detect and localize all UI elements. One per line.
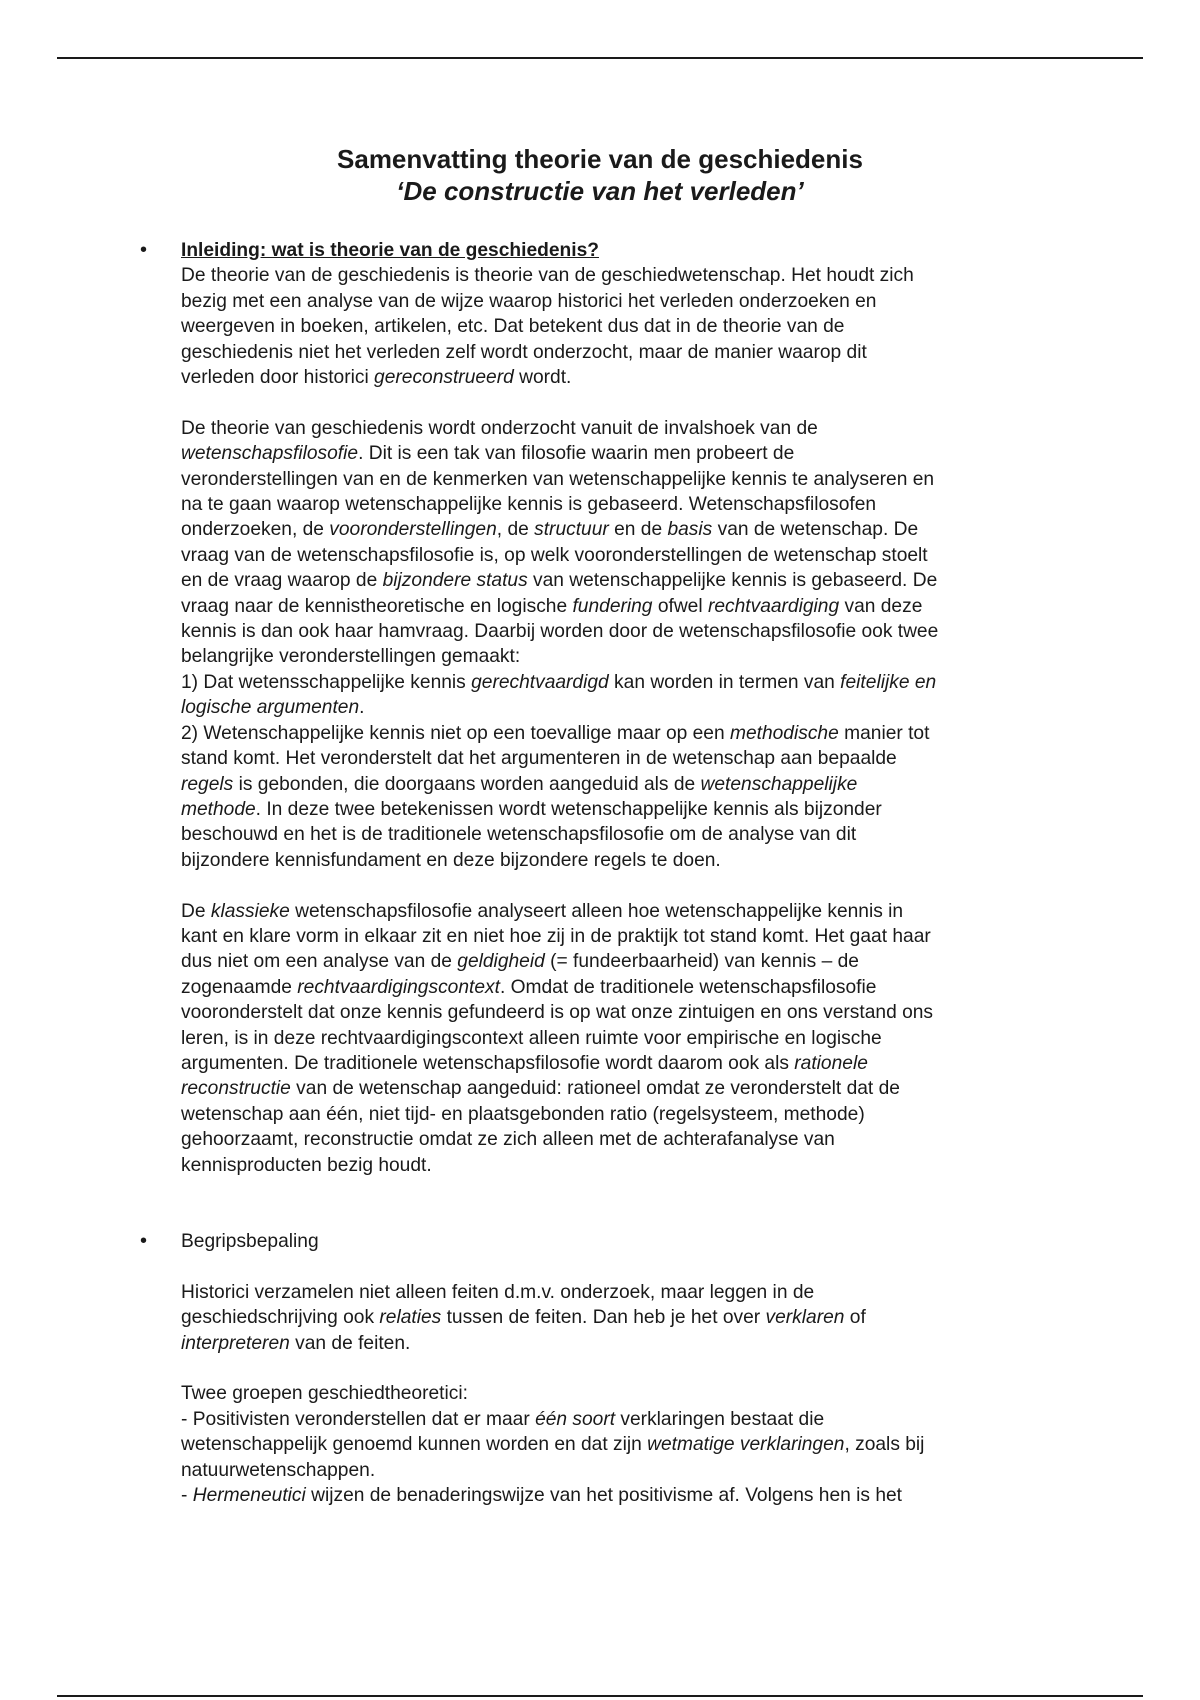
text-line: reconstructie van de wetenschap aangeduid: rationeel omdat ze veronderstelt dat de [181,1078,900,1100]
section-heading-inleiding: Inleiding: wat is theorie van de geschiedenis? [181,240,599,261]
text-line: verleden door historici gereconstrueerd wordt. [181,367,572,389]
section-inleiding [181,238,1081,1203]
paragraph [181,1381,1081,1508]
text-line: Twee groepen geschiedtheoretici: [181,1383,468,1405]
text-line: De theorie van de geschiedenis is theorie van de geschiedwetenschap. Het houdt zich [181,265,914,287]
text-line: dus niet om een analyse van de geldigheid (= fundeerbaarheid) van kennis – de [181,951,859,973]
text-line: weergeven in boeken, artikelen, etc. Dat betekent dus dat in de theorie van de [181,316,845,338]
paragraph [181,899,1081,1178]
text-line: leren, is in deze rechtvaardigingscontext alleen ruimte voor empirische en logische [181,1027,882,1049]
text-line: - Hermeneutici wijzen de benaderingswijze van het positivisme af. Volgens hen is het [181,1485,903,1507]
text-line: onderzoeken, de vooronderstellingen, de structuur en de basis van de wetenschap. De [181,519,919,541]
text-line: interpreteren van de feiten. [181,1332,411,1354]
section-heading-begripsbepaling: Begripsbepaling [181,1231,319,1252]
text-line: kennisproducten bezig houdt. [181,1154,432,1176]
text-line: 2) Wetenschappelijke kennis niet op een toevallige maar op een methodische manier tot [181,722,930,744]
text-line: veronderstellingen van en de kenmerken van wetenschappelijke kennis te analyseren en [181,468,935,490]
text-line: wetenschappelijk genoemd kunnen worden en dat zijn wetmatige verklaringen, zoals bij [181,1434,925,1456]
text-line: De theorie van geschiedenis wordt onderzocht vanuit de invalshoek van de [181,417,818,439]
text-line: kennis is dan ook haar hamvraag. Daarbij worden door de wetenschapsfilosofie ook twee [181,621,939,643]
paragraph [181,1280,1081,1356]
text-line: 1) Dat wetensschappelijke kennis gerechtvaardigd kan worden in termen van feitelijke en [181,671,937,693]
text-line: bijzondere kennisfundament en deze bijzondere regels te doen. [181,849,721,871]
paragraph [181,263,1081,390]
text-line: en de vraag waarop de bijzondere status van wetenschappelijke kennis is gebaseerd. De [181,570,938,592]
paragraph [181,1229,1081,1254]
text-line: vraag van de wetenschapsfilosofie is, op welk vooronderstellingen de wetenschap stoelt [181,544,928,566]
text-line: methode. In deze twee betekenissen wordt wetenschappelijke kennis als bijzonder [181,798,882,820]
text-line: beschouwd en het is de traditionele wetenschapsfilosofie om de analyse van dit [181,824,857,846]
text-line: wetenschapsfilosofie. Dit is een tak van filosofie waarin men probeert de [181,443,795,465]
bullet-marker: • [140,239,148,261]
text-line: bezig met een analyse van de wijze waarop historici het verleden onderzoeken en [181,290,877,312]
text-line: logische argumenten. [181,697,365,719]
text-line: geschiedenis niet het verleden zelf wordt onderzocht, maar de manier waarop dit [181,341,867,363]
paragraph [181,416,1081,873]
text-line: - Positivisten veronderstellen dat er maar één soort verklaringen bestaat die [181,1408,825,1430]
text-line: na te gaan waarop wetenschappelijke kennis is gebaseerd. Wetenschapsfilosofen [181,494,877,516]
text-line: belangrijke veronderstellingen gemaakt: [181,646,521,668]
text-line: kant en klare vorm in elkaar zit en niet hoe zij in de praktijk tot stand komt. Het gaat haar [181,925,931,947]
text-line: natuurwetenschappen. [181,1459,376,1481]
text-line: vooronderstelt dat onze kennis gefundeerd is op wat onze zintuigen en ons verstand ons [181,1002,934,1024]
text-line: argumenten. De traditionele wetenschapsfilosofie wordt daarom ook als rationele [181,1052,868,1074]
document-subtitle: ‘De constructie van het verleden’ [396,176,804,206]
text-line: geschiedschrijving ook relaties tussen de feiten. Dan heb je het over verklaren of [181,1307,866,1329]
text-line: zogenaamde rechtvaardigingscontext. Omdat de traditionele wetenschapsfilosofie [181,976,877,998]
title-block [0,143,1200,207]
text-line: stand komt. Het veronderstelt dat het argumenteren in de wetenschap aan bepaalde [181,748,897,770]
text-line: De klassieke wetenschapsfilosofie analyseert alleen hoe wetenschappelijke kennis in [181,900,904,922]
text-line: gehoorzaamt, reconstructie omdat ze zich alleen met de achterafanalyse van [181,1129,835,1151]
text-line: vraag naar de kennistheoretische en logische fundering ofwel rechtvaardiging van deze [181,595,923,617]
text-line: Historici verzamelen niet alleen feiten d.m.v. onderzoek, maar leggen in de [181,1281,815,1303]
header-rule [57,57,1143,59]
text-line: wetenschap aan één, niet tijd- en plaatsgebonden ratio (regelsysteem, methode) [181,1103,865,1125]
text-line: regels is gebonden, die doorgaans worden aangeduid als de wetenschappelijke [181,773,858,795]
section-begripsbepaling [181,1229,1081,1534]
footer-rule [57,1695,1143,1697]
bullet-marker: • [140,1230,148,1252]
document-title: Samenvatting theorie van de geschiedenis [337,144,863,174]
